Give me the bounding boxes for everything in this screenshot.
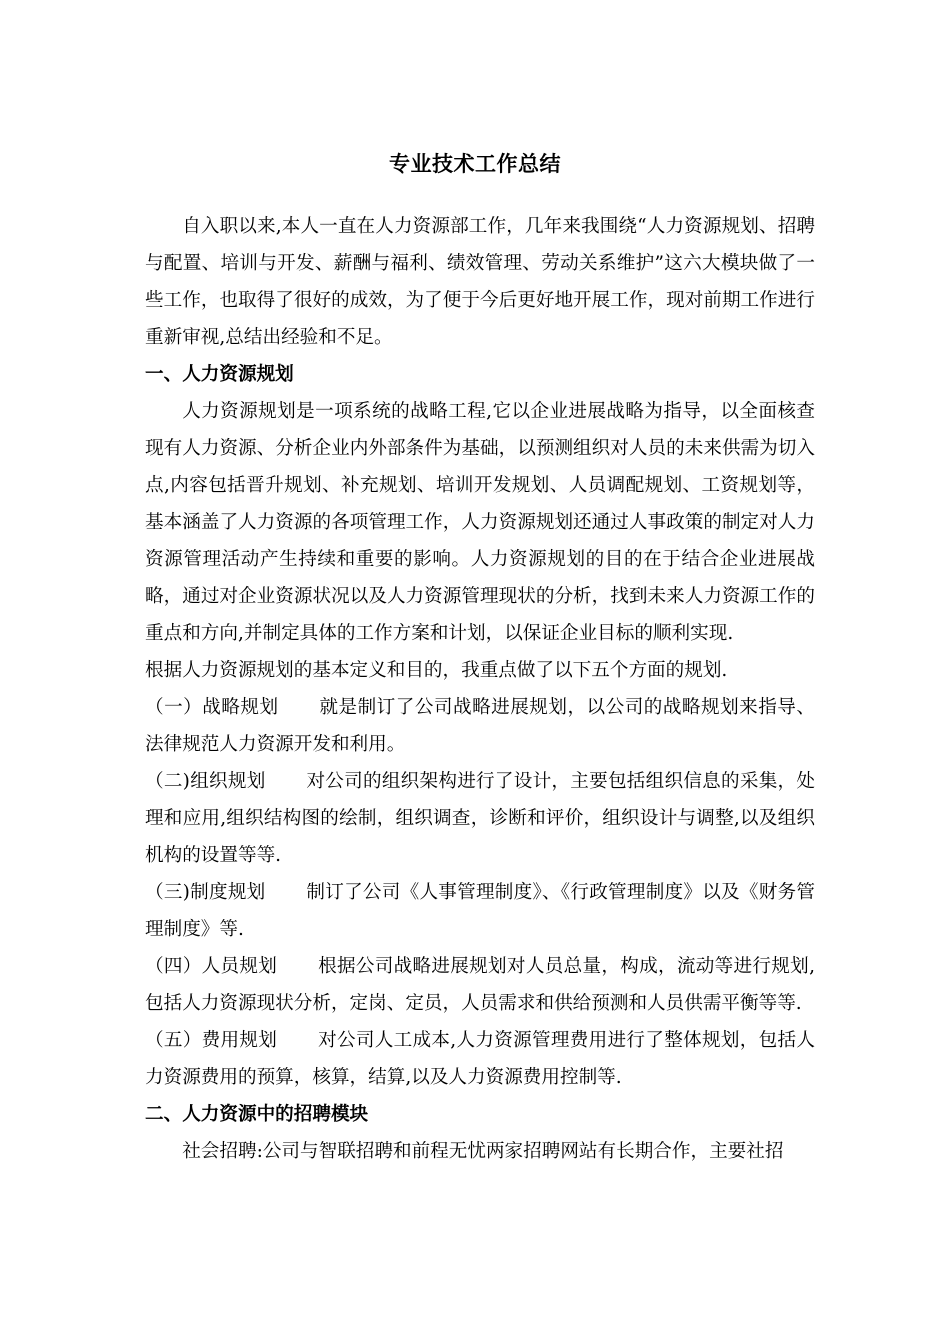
plan-item-label: （一）战略规划: [145, 697, 279, 718]
plan-item-text: 制订了公司《人事管理制度》、《行政管理制度》以及《财务管理制度》等.: [145, 882, 815, 940]
plan-item-label: （三)制度规划: [145, 882, 266, 903]
plan-item-text: 根据公司战略进展规划对人员总量，构成，流动等进行规划,包括人力资源现状分析，定岗、定员，人员需求和供给预测和人员供需平衡等等.: [145, 956, 815, 1014]
section1-summary-paragraph: 根据人力资源规划的基本定义和目的，我重点做了以下五个方面的规划.: [145, 660, 728, 681]
plan-item-personnel: [145, 948, 815, 1022]
document-body: [145, 208, 815, 1170]
document-title: 专业技术工作总结: [389, 152, 561, 176]
plan-item-label: （五）费用规划: [145, 1030, 278, 1051]
plan-item-label: （二)组织规划: [145, 771, 266, 792]
plan-item-text: 对公司人工成本,人力资源管理费用进行了整体规划，包括人力资源费用的预算，核算，结算,以及人力资源费用控制等.: [145, 1030, 815, 1088]
plan-item-strategy: [145, 689, 815, 763]
plan-item-text: 对公司的组织架构进行了设计，主要包括组织信息的采集，处理和应用,组织结构图的绘制，组织调查，诊断和评价，组织设计与调整,以及组织机构的设置等等.: [145, 771, 815, 866]
plan-item-cost: [145, 1022, 815, 1096]
section1-heading: 一、人力资源规划: [145, 364, 294, 385]
plan-item-label: （四）人员规划: [145, 956, 278, 977]
plan-item-text: 就是制订了公司战略进展规划，以公司的战略规划来指导、法律规范人力资源开发和利用。: [145, 697, 815, 755]
section2-paragraph: 社会招聘:公司与智联招聘和前程无忧两家招聘网站有长期合作，主要社招: [182, 1141, 784, 1162]
plan-item-organization: [145, 763, 815, 874]
section2-heading: 二、人力资源中的招聘模块: [145, 1104, 369, 1125]
plan-item-system: [145, 874, 815, 948]
intro-paragraph: 自入职以来,本人一直在人力资源部工作，几年来我围绕“人力资源规划、招聘与配置、培训与开发、薪酬与福利、绩效管理、劳动关系维护”这六大模块做了一些工作，也取得了很好的成效，为了便于今后更好地开展工作，现对前期工作进行重新审视,总结出经验和不足。: [145, 216, 815, 348]
section1-paragraph: 人力资源规划是一项系统的战略工程,它以企业进展战略为指导，以全面核查现有人力资源、分析企业内外部条件为基础，以预测组织对人员的未来供需为切入点,内容包括晋升规划、补充规划、培训开发规划、人员调配规划、工资规划等，基本涵盖了人力资源的各项管理工作，人力资源规划还通过人事政策的制定对人力资源管理活动产生持续和重要的影响。人力资源规划的目的在于结合企业进展战略，通过对企业资源状况以及人力资源管理现状的分析，找到未来人力资源工作的重点和方向,并制定具体的工作方案和计划，以保证企业目标的顺利实现.: [145, 401, 815, 644]
